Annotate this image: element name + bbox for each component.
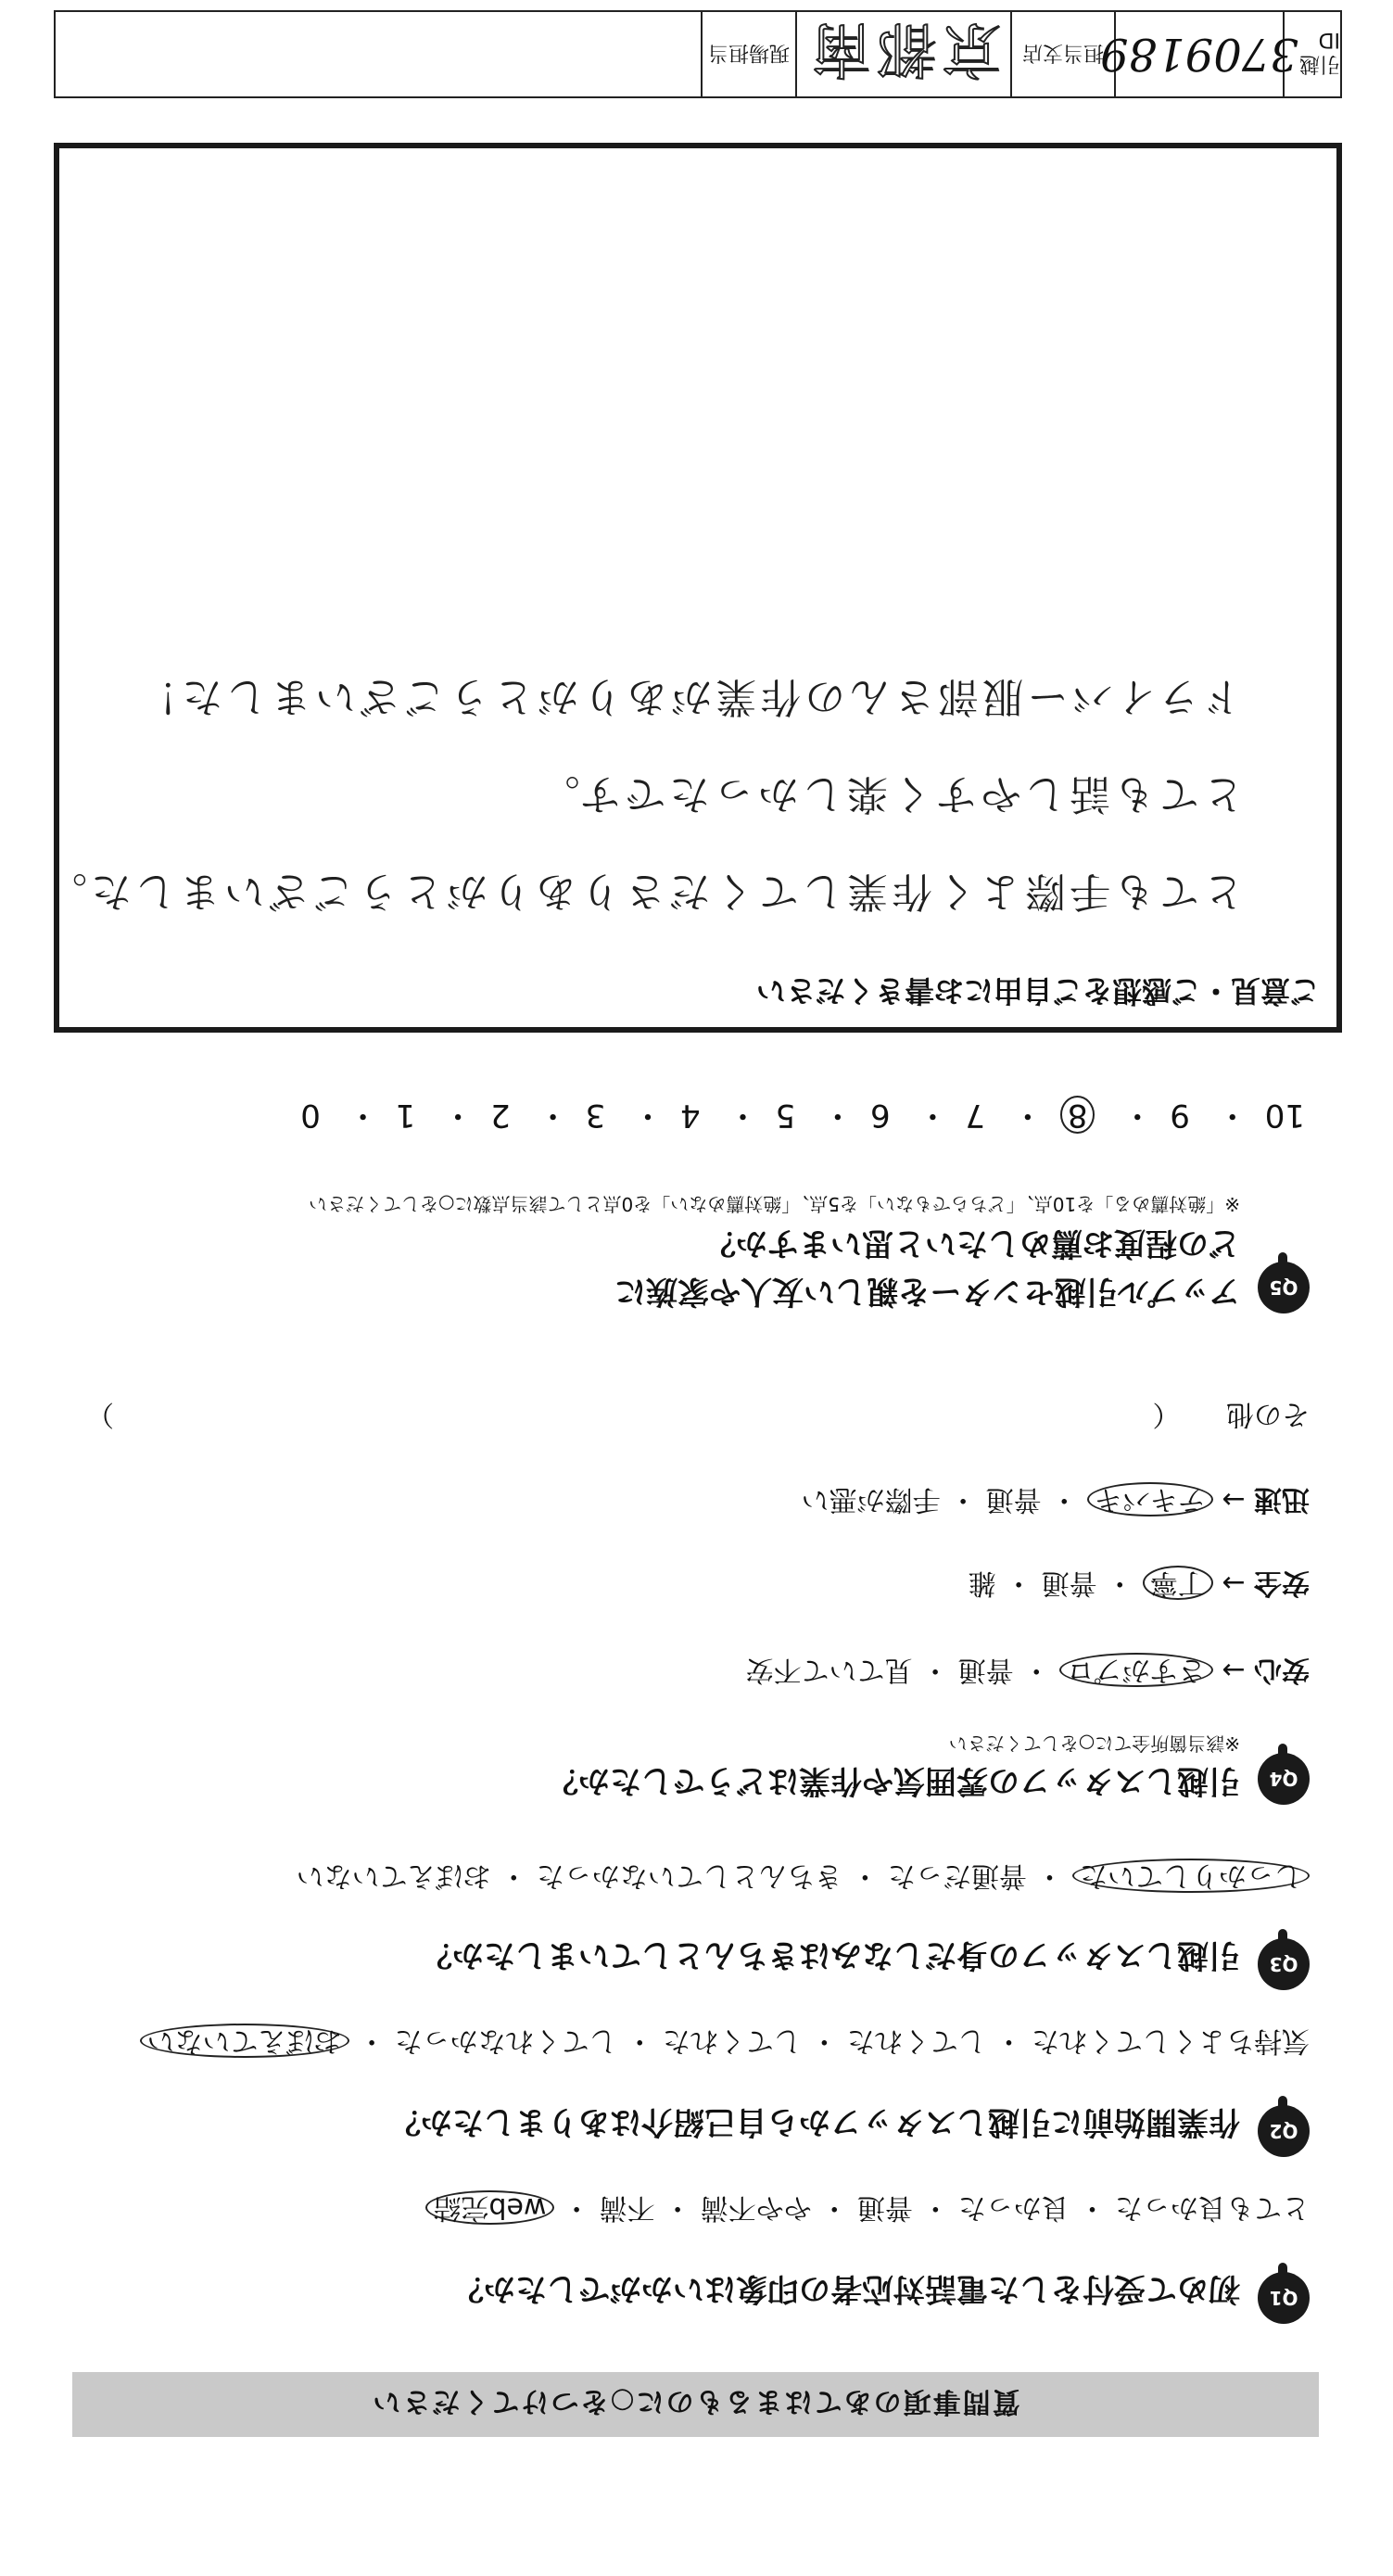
arrow-icon: → — [1222, 1483, 1246, 1516]
q5-note: ※「絶対薦める」を10点、「どちらでもない」を5点、「絶対薦めない」を0点として該当点数に○をしてください — [309, 1193, 1240, 1215]
branch-label: 担当支店 — [1010, 12, 1114, 96]
q4-badge: Q4 — [1258, 1753, 1310, 1805]
q1-option[interactable]: 良かった — [957, 2191, 1070, 2224]
id-label: 引越ID — [1283, 12, 1340, 96]
q5-scale-value[interactable]: 3 — [585, 1097, 606, 1134]
q1-badge: Q1 — [1258, 2272, 1310, 2324]
q3-option[interactable]: 普通だった — [887, 1859, 1027, 1892]
q1-question: 初めて受付をした電話対応者の印象はいかがでしたか？ — [452, 2270, 1240, 2307]
q5-scale-value[interactable]: 5 — [775, 1097, 796, 1134]
arrow-icon: → — [1222, 1567, 1246, 1599]
q2-option[interactable]: してくれた — [846, 2024, 986, 2057]
q2-selected-option[interactable]: おぼえていない — [140, 2024, 349, 2058]
q2-question: 作業開始前に引越しスタッフから自己紹介はありましたか？ — [389, 2103, 1240, 2140]
q1-selected-option[interactable]: web完結 — [425, 2190, 553, 2225]
comments-title: ご意見・ご感想をご自由にお書きください — [755, 973, 1320, 1009]
q1-options: とても良かった ・ 良かった ・ 普通 ・ やや不満 ・ 不満 ・ web完結 — [425, 2190, 1310, 2231]
q5-question-line2: どの程度お薦めしたいと思いますか？ — [704, 1225, 1240, 1262]
q4-option[interactable]: 見ていて不安 — [745, 1654, 913, 1686]
q4-row-label: 迅速 — [1254, 1483, 1310, 1516]
q2-option[interactable]: してくれなかった — [394, 2024, 617, 2057]
q5-scale-value[interactable]: 9 — [1170, 1097, 1190, 1134]
q3-badge: Q3 — [1258, 1938, 1310, 1990]
q5-question-line1: アップル引越センターを親しい友人や家族に — [614, 1273, 1240, 1310]
q3-question: 引越しスタッフの身だしなみはきちんとしていましたか？ — [421, 1936, 1240, 1973]
q2-option[interactable]: 気持ちよくしてくれた — [1032, 2024, 1310, 2057]
q5-scale-value[interactable]: 2 — [490, 1097, 511, 1134]
q1-option[interactable]: やや不満 — [700, 2191, 812, 2224]
q4-other-label: その他 — [1226, 1398, 1310, 1430]
q4-row-label: 安全 — [1254, 1567, 1310, 1599]
q5-selected-score[interactable]: 8 — [1060, 1096, 1095, 1134]
q4-option[interactable]: 雑 — [968, 1567, 996, 1599]
q4-selected-option[interactable]: テキパキ — [1087, 1482, 1213, 1516]
q5-scale-value[interactable]: 0 — [300, 1097, 321, 1134]
handwritten-comment-line: とても手際よく作業してくださりありがとうございました。 — [43, 868, 1244, 915]
q5-scale-value[interactable]: 4 — [680, 1097, 701, 1134]
q4-option[interactable]: 手際が悪い — [801, 1483, 941, 1516]
q5-scale-value[interactable]: 10 — [1264, 1097, 1305, 1134]
q4-row-anshin: 安心 → さすがプロ ・ 普通 ・ 見ていて不安 — [745, 1654, 1310, 1686]
handwritten-comment-line: とても話しやすく楽しかったです。 — [535, 770, 1244, 818]
q2-badge: Q2 — [1258, 2105, 1310, 2157]
q2-option[interactable]: してくれた — [662, 2024, 802, 2057]
q5-scale: 10・ 9・ 8・ 7・ 6・ 5・ 4・ 3・ 2・ 1・ 0 — [300, 1097, 1305, 1134]
q3-selected-option[interactable]: しっかりしていた — [1072, 1859, 1310, 1893]
q4-row-label: 安心 — [1254, 1654, 1310, 1686]
q5-badge: Q5 — [1258, 1262, 1310, 1313]
q4-question: 引越しスタッフの雰囲気や作業はどうでしたか？ — [547, 1762, 1240, 1799]
q3-option[interactable]: おぼえていない — [296, 1859, 491, 1892]
comments-box[interactable] — [43, 143, 1342, 1033]
q5-scale-value[interactable]: 6 — [869, 1097, 891, 1134]
q1-option[interactable]: 普通 — [856, 2191, 913, 2224]
q4-other-row: その他 （ ） — [86, 1398, 1310, 1430]
move-id-value: 3709189 — [1114, 12, 1283, 96]
branch-stamp: 京都南 — [795, 12, 1010, 96]
q1-option[interactable]: 不満 — [599, 2191, 655, 2224]
q4-selected-option[interactable]: 丁寧 — [1143, 1566, 1213, 1600]
q2-options: 気持ちよくしてくれた ・ してくれた ・ してくれた ・ してくれなかった ・ おぼえていない — [140, 2024, 1310, 2064]
q5-scale-value[interactable]: 7 — [965, 1097, 986, 1134]
q1-option[interactable]: とても良かった — [1115, 2191, 1310, 2224]
q4-row-anzen: 安全 → 丁寧 ・ 普通 ・ 雑 — [968, 1567, 1310, 1599]
q5-scale-value[interactable]: 1 — [395, 1097, 416, 1134]
handwritten-comment-line: ドライバー服部さんの作業がありがとうございました！ — [133, 673, 1244, 720]
q4-option[interactable]: 普通 — [1041, 1567, 1097, 1599]
q4-selected-option[interactable]: さすがプロ — [1059, 1653, 1213, 1687]
q3-options: しっかりしていた ・ 普通だった ・ きちんとしていなかった ・ おぼえていない — [297, 1859, 1310, 1899]
q4-option[interactable]: 普通 — [957, 1654, 1014, 1686]
q4-option[interactable]: 普通 — [985, 1483, 1042, 1516]
instructions-header: 質問事項のあてはまるものに○をつけてください — [72, 2372, 1319, 2437]
arrow-icon: → — [1222, 1654, 1246, 1686]
id-bar — [54, 10, 1342, 98]
q4-row-jinsoku: 迅速 → テキパキ ・ 普通 ・ 手際が悪い — [801, 1483, 1310, 1516]
survey-label: 現場担当 — [701, 12, 795, 96]
survey-blank-cell[interactable] — [56, 12, 701, 96]
q3-option[interactable]: きちんとしていなかった — [536, 1859, 842, 1892]
q4-note: ※該当箇所全てに○をしてください — [948, 1732, 1240, 1755]
